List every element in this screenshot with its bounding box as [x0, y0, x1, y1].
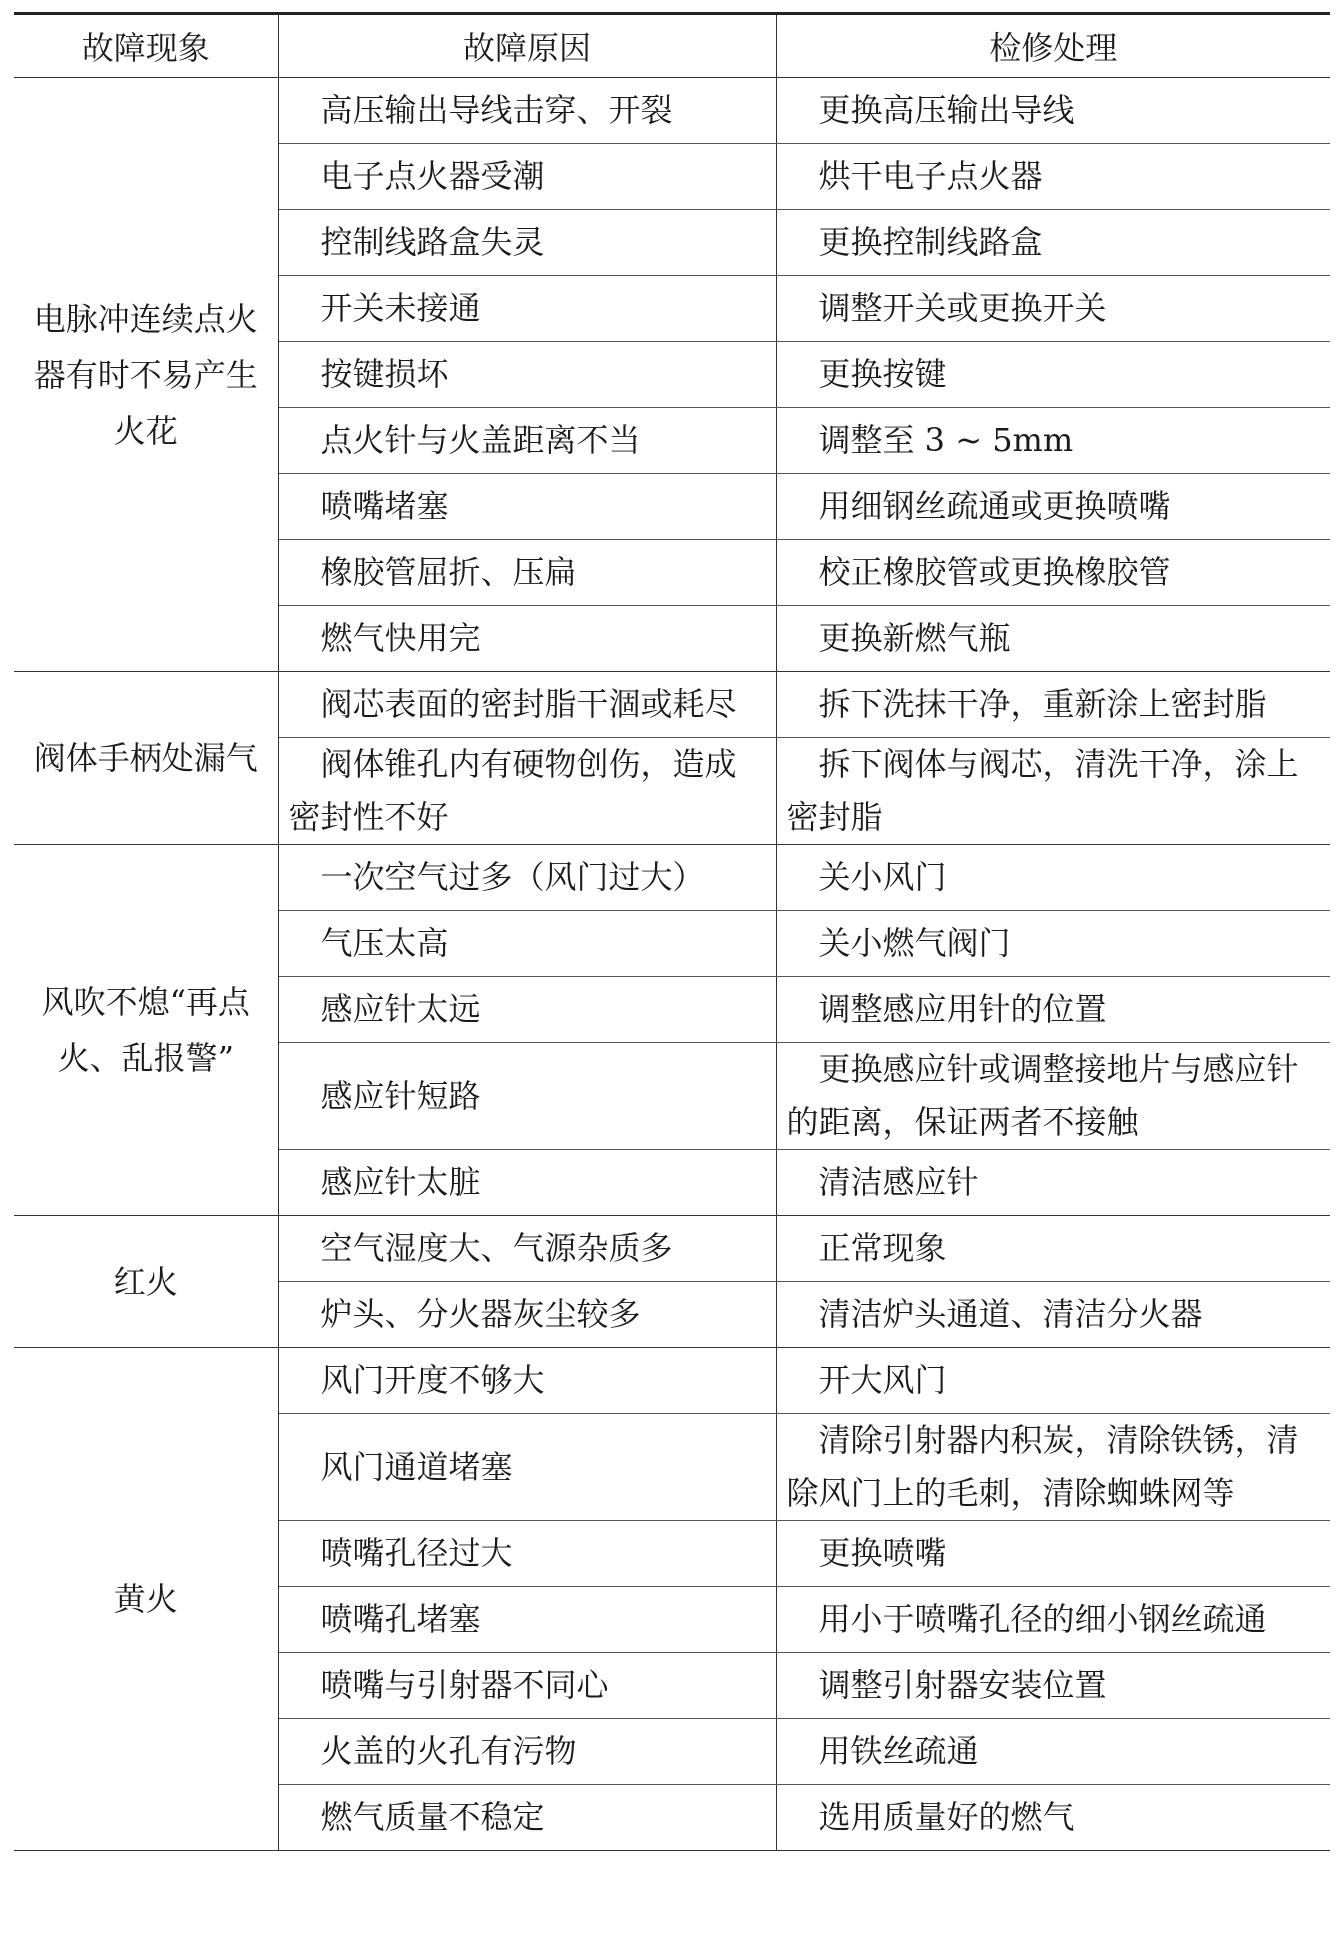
fix-cell: 拆下阀体与阀芯，清洗干净，涂上密封脂: [776, 738, 1330, 845]
cause-cell: 点火针与火盖距离不当: [278, 408, 776, 474]
fix-cell: 调整感应用针的位置: [776, 977, 1330, 1043]
cause-cell: 风门通道堵塞: [278, 1414, 776, 1521]
cause-cell: 火盖的火孔有污物: [278, 1719, 776, 1785]
cause-cell: 感应针太脏: [278, 1150, 776, 1216]
cause-cell: 炉头、分火器灰尘较多: [278, 1282, 776, 1348]
fix-cell: 开大风门: [776, 1348, 1330, 1414]
cause-cell: 阀芯表面的密封脂干涸或耗尽: [278, 672, 776, 738]
cause-cell: 空气湿度大、气源杂质多: [278, 1216, 776, 1282]
header-fix: 检修处理: [776, 14, 1330, 78]
symptom-cell: 黄火: [14, 1348, 278, 1851]
fix-cell: 选用质量好的燃气: [776, 1785, 1330, 1851]
fix-cell: 调整开关或更换开关: [776, 276, 1330, 342]
header-row: [14, 14, 1330, 78]
symptom-cell: 电脉冲连续点火器有时不易产生火花: [14, 78, 278, 672]
cause-cell: 喷嘴孔径过大: [278, 1521, 776, 1587]
cause-cell: 气压太高: [278, 911, 776, 977]
fix-cell: 正常现象: [776, 1216, 1330, 1282]
cause-cell: 控制线路盒失灵: [278, 210, 776, 276]
cause-cell: 阀体锥孔内有硬物创伤，造成密封性不好: [278, 738, 776, 845]
fix-cell: 更换控制线路盒: [776, 210, 1330, 276]
cause-cell: 感应针短路: [278, 1043, 776, 1150]
fix-cell: 调整至 3 ~ 5mm: [776, 408, 1330, 474]
symptom-cell: 风吹不熄“再点火、乱报警”: [14, 845, 278, 1216]
fix-cell: 更换按键: [776, 342, 1330, 408]
symptom-cell: 阀体手柄处漏气: [14, 672, 278, 845]
fix-cell: 调整引射器安装位置: [776, 1653, 1330, 1719]
fix-cell: 更换感应针或调整接地片与感应针的距离，保证两者不接触: [776, 1043, 1330, 1150]
fix-cell: 烘干电子点火器: [776, 144, 1330, 210]
cause-cell: 橡胶管屈折、压扁: [278, 540, 776, 606]
fault-group-ignition: [14, 78, 1330, 672]
fix-cell: 更换高压输出导线: [776, 78, 1330, 144]
table-row: [14, 672, 1330, 738]
table-row: [14, 1216, 1330, 1282]
cause-cell: 电子点火器受潮: [278, 144, 776, 210]
fault-group-yellow-flame: [14, 1348, 1330, 1851]
fault-table: [14, 12, 1330, 1851]
fix-cell: 拆下洗抹干净，重新涂上密封脂: [776, 672, 1330, 738]
cause-cell: 燃气质量不稳定: [278, 1785, 776, 1851]
cause-cell: 感应针太远: [278, 977, 776, 1043]
cause-cell: 燃气快用完: [278, 606, 776, 672]
fault-table-container: [14, 12, 1330, 1851]
table-row: [14, 1348, 1330, 1414]
cause-cell: 高压输出导线击穿、开裂: [278, 78, 776, 144]
fix-cell: 清除引射器内积炭，清除铁锈，清除风门上的毛刺，清除蜘蛛网等: [776, 1414, 1330, 1521]
fix-cell: 用铁丝疏通: [776, 1719, 1330, 1785]
fix-cell: 更换喷嘴: [776, 1521, 1330, 1587]
table-row: [14, 78, 1330, 144]
fix-cell: 校正橡胶管或更换橡胶管: [776, 540, 1330, 606]
fix-cell: 用细钢丝疏通或更换喷嘴: [776, 474, 1330, 540]
fix-cell: 清洁感应针: [776, 1150, 1330, 1216]
cause-cell: 按键损坏: [278, 342, 776, 408]
symptom-cell: 红火: [14, 1216, 278, 1348]
header-symptom: 故障现象: [14, 14, 278, 78]
fault-group-wind-blow: [14, 845, 1330, 1216]
fix-cell: 更换新燃气瓶: [776, 606, 1330, 672]
fault-group-red-flame: [14, 1216, 1330, 1348]
cause-cell: 喷嘴堵塞: [278, 474, 776, 540]
cause-cell: 喷嘴与引射器不同心: [278, 1653, 776, 1719]
fix-cell: 用小于喷嘴孔径的细小钢丝疏通: [776, 1587, 1330, 1653]
cause-cell: 一次空气过多（风门过大）: [278, 845, 776, 911]
cause-cell: 开关未接通: [278, 276, 776, 342]
cause-cell: 风门开度不够大: [278, 1348, 776, 1414]
fault-group-valve-leak: [14, 672, 1330, 845]
fix-cell: 关小风门: [776, 845, 1330, 911]
table-row: [14, 845, 1330, 911]
cause-cell: 喷嘴孔堵塞: [278, 1587, 776, 1653]
header-cause: 故障原因: [278, 14, 776, 78]
table-header: [14, 14, 1330, 78]
fix-cell: 关小燃气阀门: [776, 911, 1330, 977]
fix-cell: 清洁炉头通道、清洁分火器: [776, 1282, 1330, 1348]
